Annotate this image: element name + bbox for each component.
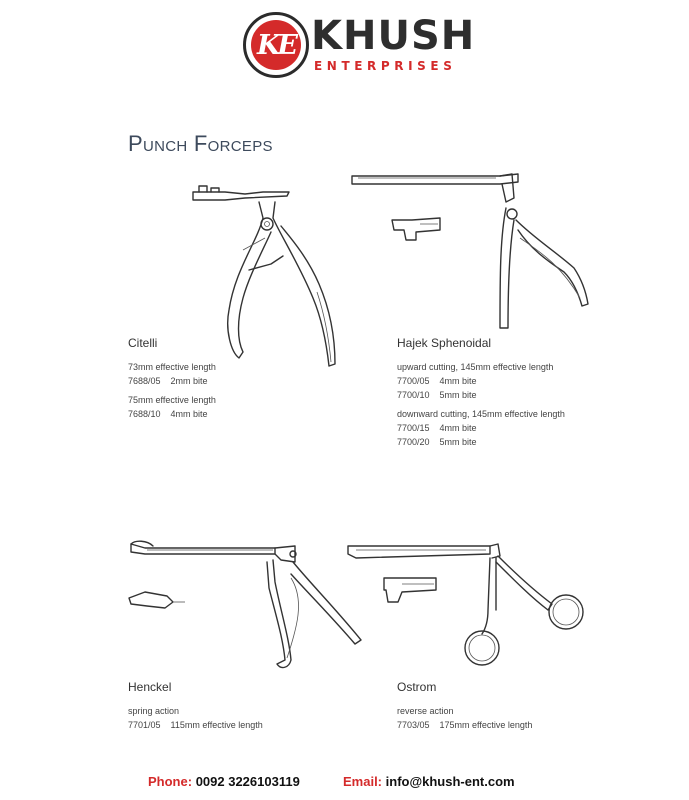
- product-citelli: [128, 336, 368, 421]
- product-ostrom: [397, 680, 657, 732]
- product-desc: reverse action: [397, 706, 454, 716]
- product-desc: 75mm effective length: [128, 395, 216, 405]
- logo-company-subtitle: ENTERPRISES: [314, 59, 457, 73]
- item-detail: 4mm bite: [170, 409, 208, 419]
- product-item: [397, 435, 657, 449]
- product-item: [397, 374, 657, 388]
- henckel-forceps-icon: [125, 532, 370, 677]
- product-desc: 73mm effective length: [128, 362, 216, 372]
- product-item: [128, 407, 368, 421]
- item-detail: 5mm bite: [439, 437, 477, 447]
- phone-block: [148, 774, 300, 789]
- phone-link[interactable]: 0092 3226103119: [195, 774, 300, 789]
- logo-company-name: KHUSH: [311, 13, 476, 59]
- item-detail: 2mm bite: [170, 376, 208, 386]
- product-name: Hajek Sphenoidal: [397, 336, 492, 350]
- product-item: [128, 718, 368, 732]
- product-item: [397, 718, 657, 732]
- product-item: [128, 374, 368, 388]
- item-code: 7688/10: [128, 409, 161, 419]
- item-detail: 5mm bite: [439, 390, 477, 400]
- product-hajek-sphenoidal: [397, 336, 657, 449]
- footer-contact: [0, 774, 689, 792]
- product-desc: upward cutting, 145mm effective length: [397, 362, 554, 372]
- product-name: Ostrom: [397, 680, 437, 694]
- ostrom-forceps-icon: [340, 540, 590, 670]
- email-block: [343, 774, 515, 789]
- product-name: Citelli: [128, 336, 158, 350]
- item-detail: 175mm effective length: [439, 720, 533, 730]
- product-desc: downward cutting, 145mm effective length: [397, 409, 565, 419]
- product-henckel: [128, 680, 368, 732]
- item-code: 7703/05: [397, 720, 430, 730]
- company-logo: [243, 12, 476, 80]
- item-code: 7701/05: [128, 720, 161, 730]
- product-name: Henckel: [128, 680, 172, 694]
- item-code: 7688/05: [128, 376, 161, 386]
- email-label: Email:: [343, 774, 383, 789]
- product-item: [397, 388, 657, 402]
- phone-label: Phone:: [148, 774, 193, 789]
- item-code: 7700/10: [397, 390, 430, 400]
- item-detail: 4mm bite: [439, 376, 477, 386]
- item-code: 7700/15: [397, 423, 430, 433]
- item-code: 7700/05: [397, 376, 430, 386]
- logo-emblem: [243, 12, 309, 78]
- hajek-forceps-icon: [350, 168, 600, 333]
- item-code: 7700/20: [397, 437, 430, 447]
- item-detail: 4mm bite: [439, 423, 477, 433]
- email-link[interactable]: info@khush-ent.com: [385, 774, 515, 789]
- logo-monogram: KE: [256, 30, 296, 61]
- product-desc: spring action: [128, 706, 180, 716]
- product-item: [397, 421, 657, 435]
- page-title: Punch Forceps: [128, 131, 273, 156]
- item-detail: 115mm effective length: [170, 720, 263, 730]
